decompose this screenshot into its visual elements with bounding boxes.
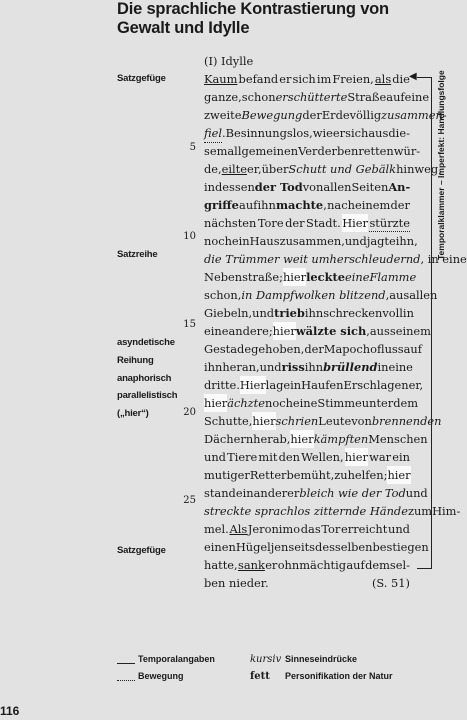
text-line: streckte sprachlos zitternde Hände zum Him- bbox=[204, 504, 461, 518]
text-line: einen Hügel jenseits desselben bestiegen bbox=[204, 540, 429, 554]
legend-fett-desc: Personifikation der Natur bbox=[285, 671, 393, 681]
line-number: 5 bbox=[189, 142, 196, 153]
text-line: eine andere; hier wälzte sich , aus seinem bbox=[204, 324, 431, 338]
legend-kursiv-desc: Sinneseindrücke bbox=[285, 654, 358, 664]
text-line: mutiger Retter bemüht, zu helfen; hier bbox=[204, 468, 411, 482]
text-line: Giebeln, und trieb ihn schreckenvoll in bbox=[204, 306, 414, 320]
legend-kursiv-word: kursiv bbox=[250, 654, 282, 665]
text-line: schon, in Dampfwolken blitzend , aus allen bbox=[204, 288, 438, 302]
text-line: nächsten Tore der Stadt. Hier stürzte bbox=[204, 216, 410, 230]
text-line: noch ein Haus zusammen, und jagte ihn, bbox=[204, 234, 418, 248]
side-label: Reihung bbox=[117, 355, 154, 366]
text-line: fiel. Besinnungslos, wie er sich aus die- bbox=[204, 124, 410, 142]
text-line: hatte, sank er ohnmächtig auf demsel- bbox=[204, 558, 410, 572]
arrow-left-icon: ◀ bbox=[409, 71, 417, 82]
text-line: zweite Bewegung der Erde völlig zusammen- bbox=[204, 108, 447, 122]
line-number: 20 bbox=[183, 407, 196, 418]
side-label: Satzreihe bbox=[117, 249, 158, 260]
legend-underline-solid-icon bbox=[117, 663, 135, 664]
legend-fett-word: fett bbox=[250, 671, 270, 682]
line-number: 15 bbox=[183, 319, 196, 330]
line-number: 25 bbox=[183, 495, 196, 506]
page-number: 116 bbox=[0, 704, 20, 718]
text-line: ben nieder. (S. 51) bbox=[204, 576, 410, 590]
text-line: die Trümmer weit umherschleudernd , in eine bbox=[204, 252, 467, 266]
text-line: Nebenstraße; hier leckte eine Flamme bbox=[204, 270, 417, 284]
text-line: Schutte, hier schrien Leute von brennenden bbox=[204, 414, 442, 428]
side-label: asyndetische bbox=[117, 337, 175, 348]
text-line: ihn heran, und riss ihn brüllend in eine bbox=[204, 360, 413, 374]
text-line: stand ein anderer bleich wie der Tod und bbox=[204, 486, 428, 500]
text-line: Gestade gehoben, der Mapochofluss auf bbox=[204, 342, 422, 356]
heading: (I) Idylle bbox=[204, 54, 254, 68]
legend-motion: Bewegung bbox=[138, 671, 184, 681]
side-label: parallelistisch bbox=[117, 390, 178, 401]
page-title: Die sprachliche Kontrastierung von Gewalt und Idylle bbox=[117, 0, 389, 37]
text-line: griffe auf ihn machte , nach einem der bbox=[204, 198, 410, 212]
side-label: („hier“) bbox=[117, 408, 149, 419]
legend-temporal: Temporalangaben bbox=[138, 654, 215, 664]
text-line: de, eilte er, über Schutt und Gebälk hinweg, bbox=[204, 162, 442, 176]
text-line: Dächern herab, hier kämpften Menschen bbox=[204, 432, 428, 446]
text-line: hier ächzte noch eine Stimme unter dem bbox=[204, 396, 419, 410]
side-label: Satzgefüge bbox=[117, 73, 166, 84]
side-label: anaphorisch bbox=[117, 373, 172, 384]
source-reference: (S. 51) bbox=[371, 576, 410, 590]
text-line: sem allgemeinen Verderben retten wür- bbox=[204, 144, 421, 158]
side-label: Satzgefüge bbox=[117, 545, 166, 556]
text-line: indessen der Tod von allen Seiten An- bbox=[204, 180, 411, 194]
legend-underline-dotted-icon bbox=[117, 680, 135, 681]
text-line: und Tiere mit den Wellen, hier war ein bbox=[204, 450, 410, 464]
line-number: 10 bbox=[183, 231, 196, 242]
temporal-bracket bbox=[417, 77, 432, 569]
text-line: mel. Als Jeronimo das Tor erreicht und bbox=[204, 522, 410, 536]
text-line: dritte. Hier lag ein Haufen Erschlagener, bbox=[204, 378, 424, 392]
bracket-label-vertical: Temporalklammer – Imperfekt: Handlungsfolge bbox=[436, 70, 446, 260]
text-line: Kaum befand er sich im Freien, als die bbox=[204, 72, 410, 86]
text-line: ganze, schon erschütterte Straße auf eine bbox=[204, 90, 430, 104]
